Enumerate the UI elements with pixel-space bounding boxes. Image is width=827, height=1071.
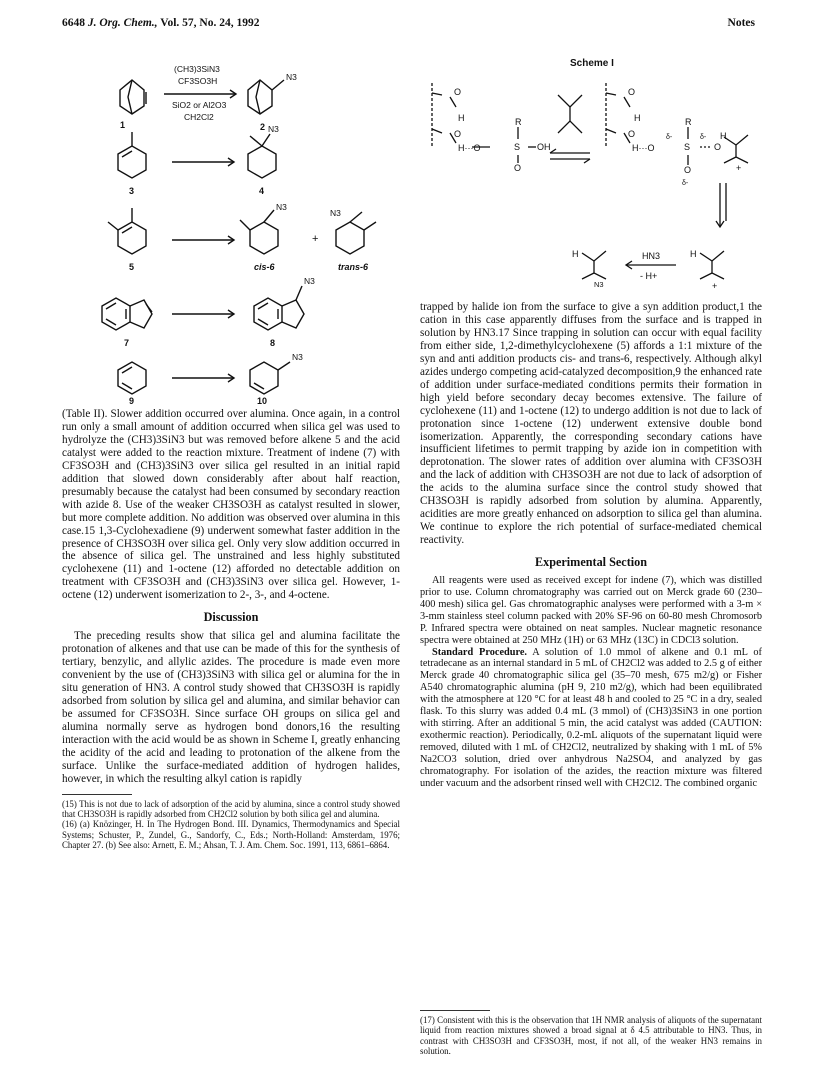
- plus-sign: +: [312, 233, 319, 245]
- label-compound-7: 7: [124, 338, 130, 348]
- azide-label-cis6: N3: [276, 202, 287, 212]
- label-compound-1: 1: [120, 120, 126, 130]
- azide-label-10: N3: [292, 352, 303, 362]
- discussion-heading: Discussion: [203, 610, 259, 625]
- azide-label-product: N3: [594, 280, 604, 289]
- journal-name: J. Org. Chem.,: [87, 17, 158, 29]
- indene-structure: [102, 298, 152, 330]
- standard-procedure-heading: Standard Procedure.: [432, 646, 527, 658]
- label-compound-3: 3: [129, 186, 135, 196]
- standard-procedure-text: A solution of 1.0 mmol of alkene and 0.1 mL of tetradecane as an internal standard in 5 mL of CH2Cl2 was added to 2.5 g of either Merck grade 40 chromatographic silica gel (35–70 mesh, 675 m2/g) or Fisher A540 chromatographic alumina (pH 9, 210 m2/g), which had been equilibrated with the atmosphere at 120 °C for at least 48 h and cooled to 25 °C in a dry, sealed flask. To this slurry was added 0.4 mL (3 mmol) of (CH3)3SiN3 in one portion with stirring. After an additional 5 min, the acid catalyst was added (CAUTION: exothermic reaction). Periodically, 0.2-mL aliquots of the supernatant liquid were removed, diluted with 1 mL of CH2Cl2, neutralized by shaking with 1 mL of 5% Na2CO3 solution, dried over anhydrous Na2SO4, and analyzed by gas chromatography. For isolation of the azides, the reaction mixture was filtered under vacuum and the adsorbent rinsed well with CH2Cl2. The combined organic: [420, 646, 762, 789]
- silica-surface-right: [606, 83, 630, 147]
- section-label: Notes: [727, 17, 755, 29]
- page-header-left: [62, 17, 259, 29]
- label-compound-10: 10: [257, 396, 268, 405]
- azide-label-8: N3: [304, 276, 315, 286]
- oxygen-label-3: O: [514, 163, 522, 173]
- methylcyclohexene-structure: [118, 132, 146, 178]
- cation-charge-1: +: [736, 163, 742, 173]
- label-compound-4: 4: [259, 186, 265, 196]
- footnote-divider-left: [62, 794, 132, 795]
- azide-product-structure: [582, 251, 606, 279]
- silica-surface-left: [432, 83, 456, 147]
- oxygen-label-4: O: [628, 87, 636, 97]
- cyclohexenyl-azide-structure: [250, 362, 290, 394]
- reagent-solvent: CH2Cl2: [184, 112, 214, 122]
- hn3-reagent: HN3: [642, 251, 661, 261]
- delta-minus-1: δ-: [666, 134, 673, 141]
- carbocation-structure: [724, 135, 748, 163]
- hbond-left: H···O: [458, 143, 481, 153]
- footnote-16: (16) (a) Knözinger, H. In The Hydrogen Bond. III. Dynamics, Thermodynamics and Special Systems; Schuster, P., Zundel, G., Sandorfy, C., Eds.; North-Holland: Amsterdam, 1976; Chapter 27. (b) See also: Arnett, E. M.; Ahsan, T. J. Am. Chem. Soc. 1991, 113, 6861–6864.: [62, 819, 400, 850]
- page-number: 6648: [62, 17, 85, 29]
- cis-azide-structure: [240, 210, 278, 254]
- hydrogen-label-5: H: [690, 249, 697, 259]
- alkene-structure: [558, 95, 582, 133]
- reaction-scheme-left: [62, 50, 402, 405]
- footnote-15: (15) This is not due to lack of adsorption of the acid by alumina, since a control study showed that CH3SO3H is rapidly adsorbed from CH2Cl2 solution by both silica gel and alumina.: [62, 798, 400, 820]
- oxygen-label-2: O: [454, 129, 462, 139]
- minus-proton: - H+: [640, 271, 658, 281]
- delta-minus-3: δ-: [682, 180, 689, 187]
- scheme-I: [420, 55, 762, 295]
- scheme-title: Scheme I: [570, 58, 614, 69]
- cation-structure: [700, 251, 724, 279]
- label-compound-cis6: cis-6: [254, 262, 275, 272]
- reagent-triflic-acid: CF3SO3H: [178, 76, 218, 86]
- reagent-support: SiO2 or Al2O3: [172, 100, 227, 110]
- norbornene-structure: [120, 80, 146, 114]
- azide-label-2: N3: [286, 72, 297, 82]
- azide-label-trans6: N3: [330, 208, 341, 218]
- hydrogen-label-4: H: [572, 249, 579, 259]
- label-compound-2: 2: [260, 122, 266, 132]
- hydrogen-label-3: H: [720, 131, 727, 141]
- label-compound-5: 5: [129, 262, 135, 272]
- trans-azide-structure: [336, 212, 376, 254]
- oxygen-label-1: O: [454, 87, 462, 97]
- experimental-heading: Experimental Section: [534, 555, 648, 570]
- footnote-17: (17) Consistent with this is the observation that 1H NMR analysis of aliquots of the supernatant liquid from reaction mixtures showed a broad signal at δ 4.5 attributable to HN3. Thus, in contrast with CH3SO3H and CF3SO3H, most, if not all, of the weaker HN3 remains in solution.: [420, 1015, 762, 1056]
- oxygen-label-5: O: [628, 129, 636, 139]
- standard-procedure-paragraph: [420, 647, 762, 790]
- footnote-area-right: [420, 1010, 762, 1056]
- cation-charge-2: +: [712, 281, 718, 291]
- delta-minus-2: δ-: [700, 134, 707, 141]
- intro-paragraph: (Table II). Slower addition occurred over alumina. Once again, in a control run only a small amount of addition occurred when silica gel was used to hydrolyze the (CH3)3SiN3 but was removed before alkene 5 and the acid catalyst were added to the reaction mixture. Treatment of indene (7) with CF3SO3H and (CH3)3SiN3 over silica gel resulted in an initial rapid addition that slowed down considerably after about half reaction, presumably because the catalyst had been consumed by secondary reaction with azide 8. Use of the weaker CH3SO3H as catalyst resulted in slower, but more complete addition. No addition was observed over alumina in this case.15 1,3-Cyclohexadiene (9) underwent somewhat faster addition in the presence of CH3SO3H over silica gel. Only very slow addition occurred in the absence of silica gel. The unstrained and less highly substituted cyclohexene (11) and 1-octene (12) afforded no detectable addition on treatment with CF3SO3H and (CH3)3SiN3 over silica gel. However, 1-octene (12) underwent isomerization to 2-, 3-, and 4-octene.: [62, 408, 400, 602]
- hydrogen-label-1: H: [458, 113, 465, 123]
- indanyl-azide-structure: [254, 286, 304, 330]
- label-compound-trans6: trans-6: [338, 262, 369, 272]
- hbond-right: H···O: [632, 143, 655, 153]
- label-compound-8: 8: [270, 338, 276, 348]
- cyclohexadiene-structure: [118, 362, 146, 394]
- right-column: [420, 301, 762, 789]
- volume-info: Vol. 57, No. 24, 1992: [160, 17, 260, 29]
- r-label-1: R: [515, 117, 522, 127]
- continuation-paragraph: trapped by halide ion from the surface to give a syn addition product,1 the cation in this case apparently diffuses from the surface and is trapped in solution by HN3.17 Since trapping in solution can occur with equal facility from either side, 1,2-dimethylcyclohexene (5) affords a 1:1 mixture of the syn and anti addition products cis- and trans-6, respectively. Although alkyl azides undergo competing acid-catalyzed decomposition,9 the enhanced rate of addition under surface-mediated conditions permits their formation in high yield before secondary decay becomes extensive. The failure of cyclohexene (11) and 1-octene (12) to undergo addition is not due to lack of protonation since 1-octene (12) underwent extensive double bond isomerization. Apparently, the corresponding secondary cations have insufficient lifetimes to permit trapping by azide ion in competition with deprotonation. The slower rates of addition over alumina with CF3SO3H and the lack of addition with CH3SO3H are not due to lack of adsorption of the acids to the alumina surface since the control study showed that CH3SO3H is rapidly adsorbed from solution by alumina. Apparently, acidities are more greatly enhanced on adsorption to silica gel than alumina. We continue to explore the rich potential of surface-mediated chemical reactivity.: [420, 301, 762, 547]
- sulfur-label-2: S: [684, 142, 691, 152]
- label-compound-9: 9: [129, 396, 135, 405]
- oxygen-label-6: O: [714, 142, 722, 152]
- hydrogen-label-2: H: [634, 113, 641, 123]
- left-column: [62, 408, 400, 850]
- r-label-2: R: [685, 117, 692, 127]
- oxygen-label-7: O: [684, 165, 692, 175]
- methylcyclohexyl-azide-structure: [248, 134, 276, 178]
- azide-label-4: N3: [268, 124, 279, 134]
- reagent-tmsn3: (CH3)3SiN3: [174, 64, 220, 74]
- hydroxyl-label: OH: [537, 142, 551, 152]
- footnote-divider-right: [420, 1010, 490, 1011]
- sulfur-label-1: S: [514, 142, 521, 152]
- discussion-paragraph: The preceding results show that silica gel and alumina facilitate the protonation of alkenes and that use can be made of this for the synthesis of tertiary, benzylic, and allylic azides. The procedure is made even more convenient by the use of (CH3)3SiN3 with silica gel or alumina for the in situ generation of HN3. A control study showed that CH3SO3H is rapidly adsorbed from solution by silica gel and alumina, and similar behavior can be assumed for CF3SO3H. Since surface OH groups on silica gel and alumina normally serve as hydrogen bond donors,16 the resulting interaction with the acid would be as shown in Scheme I, greatly enhancing the acidity of the acid and leading to protonation of the alkene from the surface. Unlike the surface-mediated addition of hydrogen halides, however, in which the resulting alkyl cation is rapidly: [62, 630, 400, 785]
- norbornyl-azide-structure: [248, 80, 284, 114]
- experimental-paragraph: All reagents were used as received except for indene (7), which was distilled prior to use. Column chromatography was carried out on Merck grade 60 (230–400 mesh) silica gel. Gas chromatographic analyses were performed with a 3-m × 3-mm stainless steel column packed with 20% SF-96 on 60-80 mesh Chromosorb P. Infrared spectra were obtained on neat samples. Nuclear magnetic resonance spectra were obtained at 250 MHz (1H) or 63 MHz (13C) in CDCl3 solution.: [420, 575, 762, 646]
- dimethylcyclohexene-structure: [108, 208, 146, 254]
